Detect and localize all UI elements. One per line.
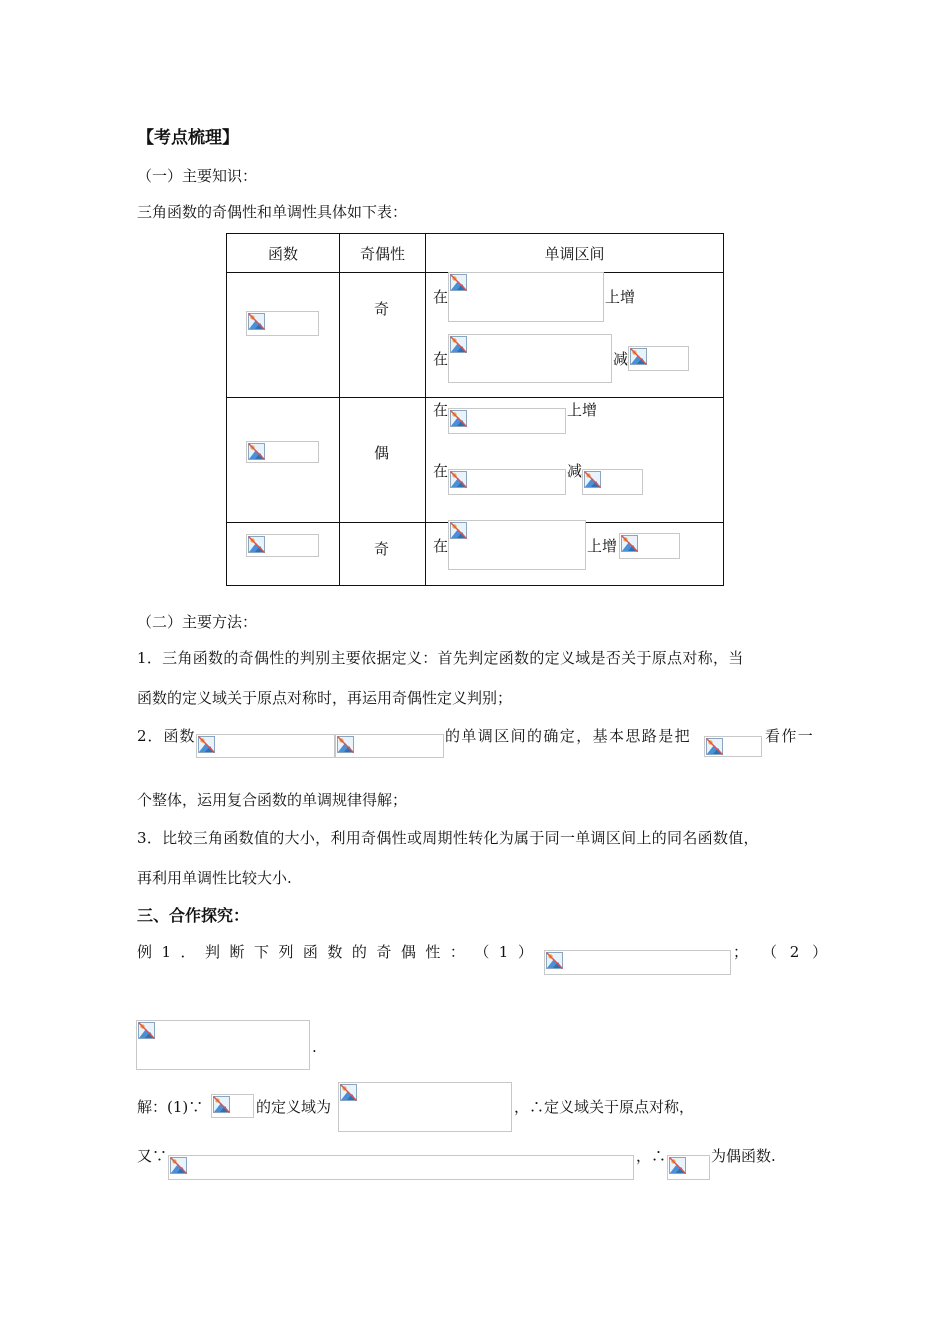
row2-in-label-2: 在 — [433, 462, 449, 480]
broken-image-icon — [247, 535, 266, 554]
row2-increase-label: 上增 — [567, 401, 598, 419]
row1-decrease-label: 减 — [613, 350, 629, 368]
method3-line2: 再利用单调性比较大小. — [137, 869, 292, 887]
example1-char: 断 — [229, 943, 245, 961]
broken-image-icon — [169, 1156, 188, 1175]
example1-char: 下 — [253, 943, 269, 961]
broken-image-icon — [339, 1083, 358, 1102]
row3-parity: 奇 — [374, 540, 390, 558]
formula-image — [704, 736, 762, 757]
row1-in-label: 在 — [433, 288, 449, 306]
formula-image — [448, 520, 586, 570]
example1-char: 列 — [278, 943, 294, 961]
method1-line1: 1．三角函数的奇偶性的判别主要依据定义：首先判定函数的定义域是否关于原点对称，当 — [137, 649, 744, 667]
formula-image — [246, 534, 319, 557]
broken-image-icon — [620, 534, 639, 553]
method2-line2: 个整体，运用复合函数的单调规律得解； — [137, 791, 408, 809]
formula-image — [448, 469, 566, 495]
section-title-hezuo: 三、合作探究： — [137, 906, 250, 925]
formula-image — [582, 469, 643, 495]
row3-in-label: 在 — [433, 537, 449, 555]
formula-image — [544, 950, 731, 975]
broken-image-icon — [247, 312, 266, 331]
broken-image-icon — [449, 273, 468, 292]
formula-image — [246, 311, 319, 336]
formula-image — [628, 346, 689, 371]
broken-image-icon — [247, 442, 266, 461]
broken-image-icon — [545, 951, 564, 970]
formula-image — [211, 1094, 254, 1118]
formula-image — [448, 272, 604, 322]
method2-mid: 的单调区间的确定，基本思路是把 — [445, 727, 692, 745]
row2-decrease-label: 减 — [567, 462, 583, 480]
example1-char: ． — [180, 943, 196, 961]
solution-even-function: 为偶函数. — [711, 1147, 776, 1165]
broken-image-icon — [449, 335, 468, 354]
row1-in-label-2: 在 — [433, 350, 449, 368]
row2-parity-cell — [340, 398, 426, 523]
broken-image-icon — [583, 470, 602, 489]
example1-separator: ； — [733, 943, 749, 961]
broken-image-icon — [336, 735, 355, 754]
example1-part2-label: （ 2 ） — [762, 943, 832, 961]
example1-char: 例 — [137, 943, 153, 961]
example1-char: 判 — [204, 943, 220, 961]
example1-char: 偶 — [400, 943, 416, 961]
broken-image-icon — [705, 737, 724, 756]
broken-image-icon — [197, 735, 216, 754]
method1-line2: 函数的定义域关于原点对称时，再运用奇偶性定义判别； — [137, 689, 513, 707]
header-parity: 奇偶性 — [340, 234, 426, 273]
example1-char: 函 — [302, 943, 318, 961]
row1-parity-cell — [340, 273, 426, 398]
solution-prefix: 解：(1)∵ — [137, 1098, 204, 1116]
solution-domain-label: 的定义域为 — [256, 1098, 332, 1116]
row3-parity-cell — [340, 523, 426, 586]
formula-image — [196, 734, 335, 758]
row3-increase-label: 上增 — [587, 537, 618, 555]
example1-char: 性 — [425, 943, 441, 961]
formula-image — [338, 1082, 512, 1132]
formula-image — [335, 734, 444, 758]
part2-heading: （二）主要方法： — [137, 613, 258, 631]
row1-increase-label: 上增 — [605, 288, 636, 306]
method2-prefix: 2．函数 — [137, 727, 196, 745]
header-function: 函数 — [227, 234, 340, 273]
example1-char: 1 — [498, 943, 509, 961]
example1-end-period: . — [312, 1038, 317, 1056]
formula-image — [136, 1020, 310, 1070]
method2-suffix: 看作一 — [765, 727, 815, 745]
formula-image — [619, 533, 680, 559]
row2-in-label: 在 — [433, 401, 449, 419]
example1-char: 数 — [327, 943, 343, 961]
broken-image-icon — [629, 347, 648, 366]
formula-image — [667, 1155, 710, 1180]
formula-image — [448, 408, 566, 434]
broken-image-icon — [449, 521, 468, 540]
row1-parity: 奇 — [374, 300, 390, 318]
header-monotonic-interval: 单调区间 — [426, 234, 724, 273]
formula-image — [448, 334, 612, 383]
broken-image-icon — [449, 470, 468, 489]
broken-image-icon — [212, 1095, 231, 1114]
example1-char: ） — [517, 943, 533, 961]
example1-char: ： — [449, 943, 465, 961]
part1-intro: 三角函数的奇偶性和单调性具体如下表： — [137, 203, 408, 221]
formula-image — [246, 441, 319, 463]
example1-statement — [137, 942, 533, 962]
broken-image-icon — [668, 1156, 687, 1175]
example1-char: 奇 — [376, 943, 392, 961]
broken-image-icon — [449, 409, 468, 428]
section-title-kaodian: 【考点梳理】 — [137, 128, 239, 148]
solution-also: 又∵ — [137, 1147, 168, 1165]
method3-line1: 3．比较三角函数值的大小，利用奇偶性或周期性转化为属于同一单调区间上的同名函数值， — [137, 829, 759, 847]
example1-char: 1 — [161, 943, 172, 961]
formula-image — [168, 1155, 634, 1180]
example1-char: （ — [474, 943, 490, 961]
solution-therefore: ，∴ — [636, 1147, 667, 1165]
solution-symmetric: ，∴定义域关于原点对称， — [514, 1098, 695, 1116]
broken-image-icon — [137, 1021, 156, 1040]
row2-parity: 偶 — [374, 444, 390, 462]
part1-heading: （一）主要知识： — [137, 167, 258, 185]
example1-char: 的 — [351, 943, 367, 961]
